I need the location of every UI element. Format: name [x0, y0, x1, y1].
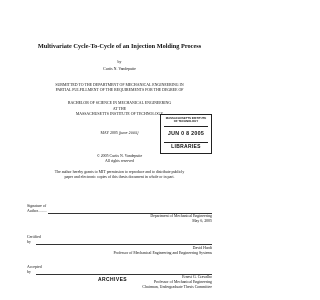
accepted-label: Accepted	[27, 265, 42, 269]
author-signature-label: Signature of	[27, 204, 47, 208]
stamp-divider	[164, 126, 208, 127]
chair-name: Ernest G. Cravalho	[182, 275, 212, 279]
certified-label: Certified	[27, 235, 41, 239]
supervisor-signature-line	[36, 244, 212, 245]
degree-line: BACHELOR OF SCIENCE IN MECHANICAL ENGINEERING	[67, 101, 172, 105]
permission-line-2: paper and electronic copies of this thesis document in whole or in part.	[64, 175, 175, 179]
institute-line: MASSACHUSETTS INSTITUTE OF TECHNOLOGY	[75, 112, 164, 116]
author-signature-label-2: Author.........	[27, 209, 47, 213]
submission-line-2: PARTIAL FULFILLMENT OF THE REQUIREMENTS FOR THE DEGREE OF	[55, 88, 184, 92]
rights-line: All rights reserved	[105, 159, 134, 163]
thesis-title: Multivariate Cycle-To-Cycle of an Injection Molding Process	[37, 43, 202, 50]
supervisor-title: Professor of Mechanical Engineering and Engineering Systems	[113, 251, 212, 255]
stamp-libraries: LIBRARIES	[171, 144, 201, 150]
permission-line-1: The author hereby grants to MIT permission to reproduce and to distribute publicly	[54, 170, 185, 174]
author-department: Department of Mechanical Engineering	[150, 214, 212, 218]
author-name: Curtis N. Vandeputte	[103, 67, 136, 71]
stamp-date: JUN 0 8 2005	[167, 131, 205, 137]
stamp-institute: MASSACHUSETTS INSTITUTE OF TECHNOLOGY	[165, 116, 207, 124]
accepted-by-label: by	[27, 270, 31, 274]
at-the-line: AT THE	[112, 107, 127, 111]
chair-title-1: Professor of Mechanical Engineering	[153, 280, 212, 284]
handwritten-date: [June 2005]	[118, 131, 139, 135]
chair-title-2: Chairman, Undergraduate Thesis Committee	[142, 285, 212, 289]
typed-date: MAY 2005	[100, 131, 118, 135]
archives-stamp: ARCHIVES	[98, 277, 128, 283]
author-by-label: by	[117, 60, 122, 64]
certified-by-label: by	[27, 240, 31, 244]
supervisor-name: David Hardt	[192, 246, 212, 250]
stamp-divider	[164, 142, 208, 143]
copyright-line: © 2005 Curtis N. Vandeputte	[96, 154, 143, 158]
author-date: May 6, 2005	[192, 219, 212, 223]
submission-line-1: SUBMITTED TO THE DEPARTMENT OF MECHANICAL ENGINEERING IN	[55, 83, 184, 87]
library-stamp	[160, 114, 212, 154]
